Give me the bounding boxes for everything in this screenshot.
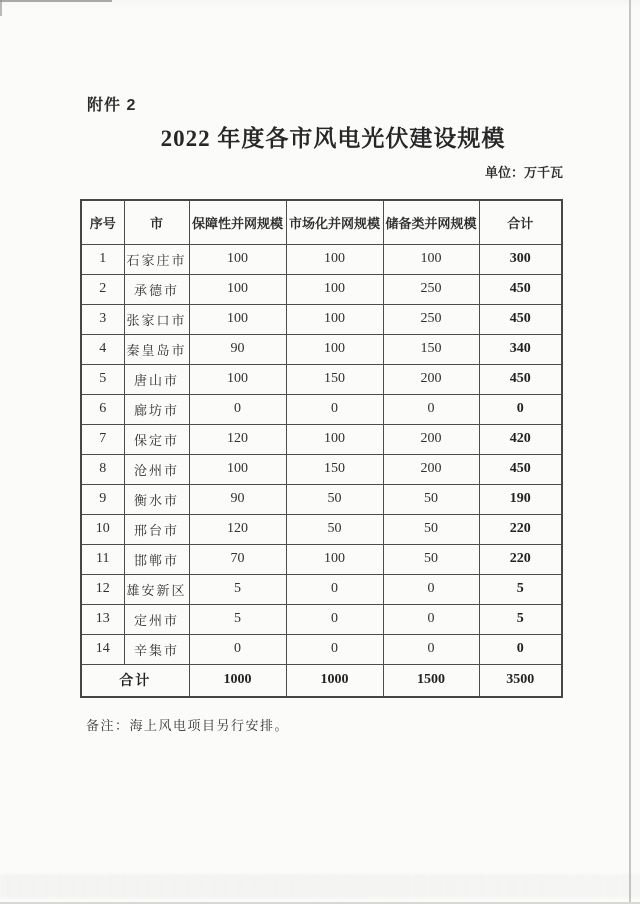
cell-city: 邢台市 [124, 514, 189, 544]
table-header [81, 200, 562, 244]
table-row [81, 244, 562, 274]
cell-reserve: 250 [383, 304, 479, 334]
cell-total: 450 [479, 454, 562, 484]
cell-total: 0 [479, 634, 562, 664]
cell-guaranteed: 100 [189, 304, 286, 334]
footer-grand-total-value: 3500 [479, 664, 562, 697]
cell-city: 邯郸市 [124, 544, 189, 574]
cell-total: 5 [479, 574, 562, 604]
header-serial: 序号 [81, 200, 124, 244]
cell-no: 2 [81, 274, 124, 304]
cell-market: 100 [286, 244, 383, 274]
footer-market-value: 1000 [286, 664, 383, 697]
cell-reserve: 200 [383, 364, 479, 394]
table-row [81, 394, 562, 424]
table-row [81, 544, 562, 574]
cell-total: 220 [479, 514, 562, 544]
header-reserve: 储备类并网规模 [383, 200, 479, 244]
cell-guaranteed: 0 [189, 634, 286, 664]
cell-city: 保定市 [124, 424, 189, 454]
scan-artifact-right [629, 0, 631, 904]
cell-reserve: 0 [383, 604, 479, 634]
cell-reserve: 100 [383, 244, 479, 274]
cell-reserve: 250 [383, 274, 479, 304]
cell-total: 450 [479, 364, 562, 394]
cell-market: 0 [286, 394, 383, 424]
cell-reserve: 200 [383, 454, 479, 484]
cell-reserve: 50 [383, 544, 479, 574]
cell-guaranteed: 5 [189, 574, 286, 604]
table-row [81, 424, 562, 454]
footer-total-label: 合计 [81, 664, 189, 697]
table-row [81, 334, 562, 364]
cell-city: 廊坊市 [124, 394, 189, 424]
cell-city: 承德市 [124, 274, 189, 304]
cell-no: 10 [81, 514, 124, 544]
cell-no: 14 [81, 634, 124, 664]
cell-market: 0 [286, 604, 383, 634]
cell-market: 50 [286, 484, 383, 514]
cell-no: 1 [81, 244, 124, 274]
cell-reserve: 0 [383, 574, 479, 604]
cell-market: 100 [286, 334, 383, 364]
table-row [81, 514, 562, 544]
cell-guaranteed: 100 [189, 274, 286, 304]
cell-no: 11 [81, 544, 124, 574]
cell-guaranteed: 100 [189, 454, 286, 484]
cell-guaranteed: 120 [189, 514, 286, 544]
cell-guaranteed: 120 [189, 424, 286, 454]
page-title: 2022 年度各市风电光伏建设规模 [160, 126, 506, 151]
cell-total: 5 [479, 604, 562, 634]
cell-market: 150 [286, 454, 383, 484]
cell-city: 张家口市 [124, 304, 189, 334]
cell-city: 沧州市 [124, 454, 189, 484]
header-total: 合计 [479, 200, 562, 244]
table-row [81, 454, 562, 484]
cell-market: 100 [286, 304, 383, 334]
table-row [81, 634, 562, 664]
cell-total: 340 [479, 334, 562, 364]
cell-no: 7 [81, 424, 124, 454]
table-body [81, 244, 562, 664]
cell-reserve: 50 [383, 484, 479, 514]
footer-reserve-value: 1500 [383, 664, 479, 697]
cell-guaranteed: 90 [189, 334, 286, 364]
table-row [81, 574, 562, 604]
cell-no: 9 [81, 484, 124, 514]
cell-no: 12 [81, 574, 124, 604]
cell-city: 衡水市 [124, 484, 189, 514]
table-footer [81, 664, 562, 697]
cell-guaranteed: 70 [189, 544, 286, 574]
cell-no: 6 [81, 394, 124, 424]
cell-market: 0 [286, 634, 383, 664]
table-row [81, 364, 562, 394]
table-footer-row [81, 664, 562, 697]
cell-total: 190 [479, 484, 562, 514]
cell-reserve: 0 [383, 394, 479, 424]
cell-total: 220 [479, 544, 562, 574]
cell-total: 300 [479, 244, 562, 274]
cell-no: 8 [81, 454, 124, 484]
cell-city: 唐山市 [124, 364, 189, 394]
table-row [81, 274, 562, 304]
cell-reserve: 50 [383, 514, 479, 544]
cell-reserve: 0 [383, 634, 479, 664]
scan-artifact-left [0, 0, 2, 16]
cell-reserve: 150 [383, 334, 479, 364]
table-row [81, 604, 562, 634]
scan-artifact-bottom-band [0, 874, 640, 898]
cell-total: 420 [479, 424, 562, 454]
table-row [81, 484, 562, 514]
cell-no: 13 [81, 604, 124, 634]
cell-total: 0 [479, 394, 562, 424]
cell-total: 450 [479, 304, 562, 334]
cell-guaranteed: 0 [189, 394, 286, 424]
attachment-label: 附件 2 [87, 97, 137, 114]
header-guaranteed: 保障性并网规模 [189, 200, 286, 244]
cell-city: 秦皇岛市 [124, 334, 189, 364]
cell-market: 100 [286, 544, 383, 574]
cell-guaranteed: 90 [189, 484, 286, 514]
scan-artifact-top [0, 0, 112, 2]
footer-guaranteed-value: 1000 [189, 664, 286, 697]
cell-guaranteed: 100 [189, 244, 286, 274]
cell-city: 石家庄市 [124, 244, 189, 274]
cell-market: 100 [286, 274, 383, 304]
cell-guaranteed: 100 [189, 364, 286, 394]
table-header-row [81, 200, 562, 244]
cell-market: 150 [286, 364, 383, 394]
cell-reserve: 200 [383, 424, 479, 454]
cell-guaranteed: 5 [189, 604, 286, 634]
capacity-table [80, 199, 563, 698]
cell-city: 辛集市 [124, 634, 189, 664]
cell-city: 雄安新区 [124, 574, 189, 604]
cell-market: 0 [286, 574, 383, 604]
header-market: 市场化并网规模 [286, 200, 383, 244]
table-row [81, 304, 562, 334]
cell-city: 定州市 [124, 604, 189, 634]
header-city: 市 [124, 200, 189, 244]
cell-market: 50 [286, 514, 383, 544]
cell-market: 100 [286, 424, 383, 454]
cell-total: 450 [479, 274, 562, 304]
cell-no: 4 [81, 334, 124, 364]
note-text: 备注：海上风电项目另行安排。 [86, 718, 290, 733]
cell-no: 3 [81, 304, 124, 334]
unit-label: 单位：万千瓦 [484, 165, 563, 180]
cell-no: 5 [81, 364, 124, 394]
